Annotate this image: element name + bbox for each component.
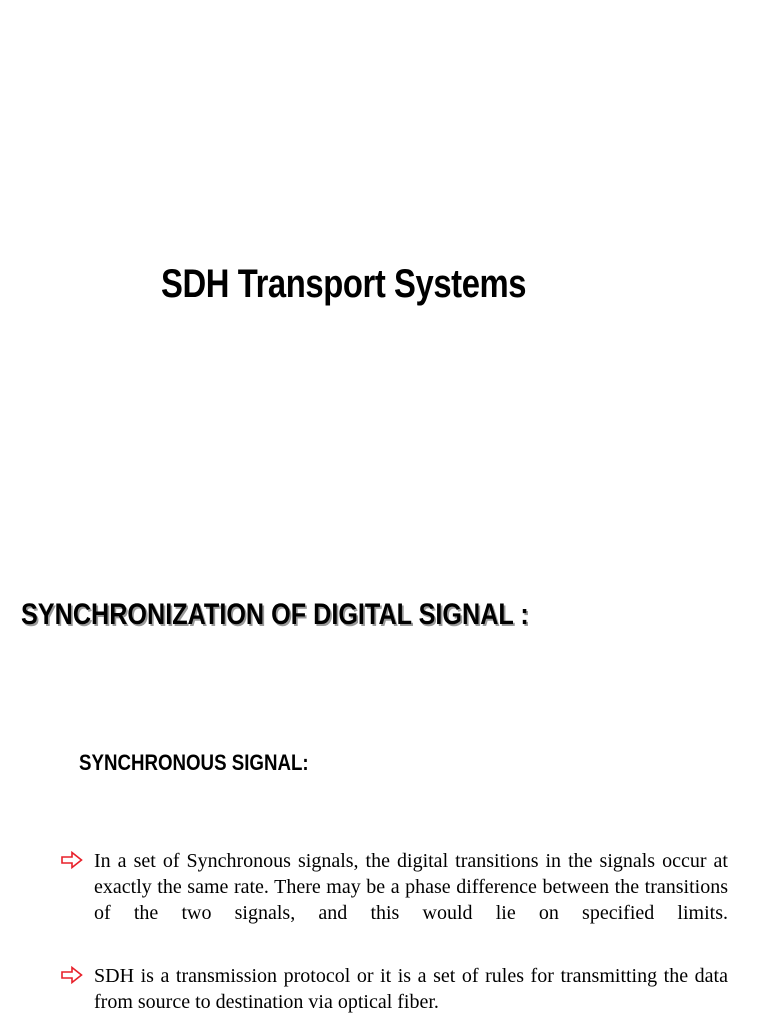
section-heading: SYNCHRONIZATION OF DIGITAL SIGNAL : (21, 598, 529, 631)
bullet-text: SDH is a transmission protocol or it is a set of rules for transmitting the data from source to destination via optical fiber. (94, 965, 728, 1013)
bullet-item (61, 848, 728, 926)
arrow-right-outline-icon (61, 851, 83, 869)
sub-heading: SYNCHRONOUS SIGNAL: (79, 750, 309, 775)
bullet-item (61, 963, 728, 1015)
bullet-text: In a set of Synchronous signals, the digital transitions in the signals occur at exactly the same rate. There may be a phase difference between the transitions of the two signals, and this would lie on specified limits. (94, 850, 728, 924)
arrow-right-outline-icon (61, 966, 83, 984)
document-title: SDH Transport Systems (161, 262, 527, 306)
